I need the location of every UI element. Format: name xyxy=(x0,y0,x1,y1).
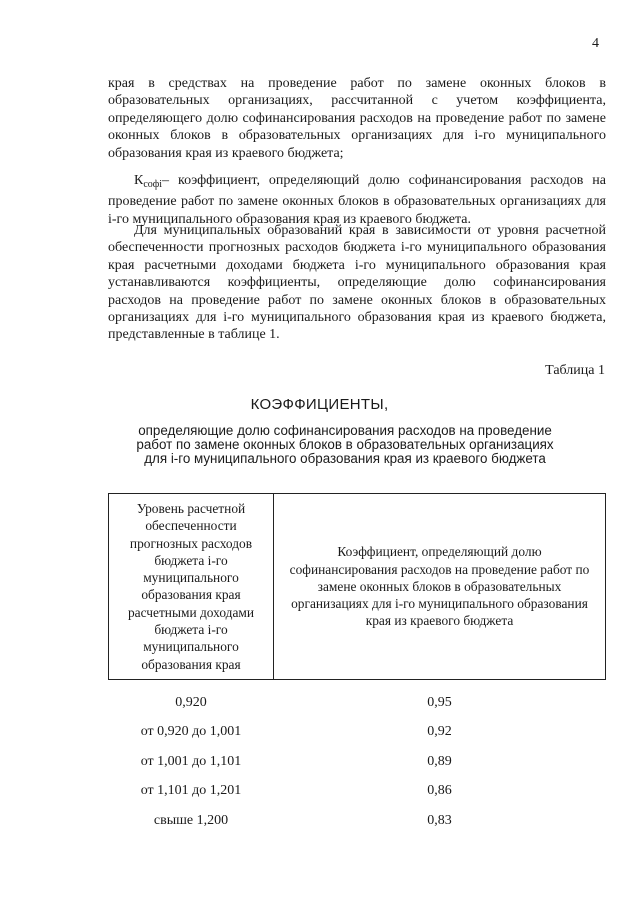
coefficients-table xyxy=(108,493,606,835)
table-cell-coefficient: 0,83 xyxy=(427,812,452,828)
table-cell-coefficient: 0,92 xyxy=(427,724,452,740)
page-number: 4 xyxy=(592,36,599,51)
table-cell-coefficient: 0,89 xyxy=(427,753,452,769)
table-row xyxy=(109,679,606,717)
table-cell-level: от 1,101 до 1,201 xyxy=(140,783,242,799)
table-cell-coefficient: 0,86 xyxy=(427,783,452,799)
table-title: КОЭФФИЦИЕНТЫ, xyxy=(250,396,389,413)
table-cell-level: 0,920 xyxy=(175,694,207,710)
k-symbol-subscript: софi xyxy=(143,179,163,190)
table-label: Таблица 1 xyxy=(545,363,605,378)
table-header-coefficient: Коэффициент, определяющий долю софинансирования расходов на проведение работ по замене оконных блоков в образовательных организациях для i-го муниципального образования края из краевого бюджета xyxy=(274,494,606,680)
table-subtitle: определяющие долю софинансирования расходов на проведение работ по замене оконных блоков в образовательных организациях для i-го муниципального образования края из краевого бюджета xyxy=(136,423,554,466)
table-header-level: Уровень расчетной обеспеченности прогнозных расходов бюджета i-го муниципального образования края расчетными доходами бюджета i-го муниципального образования края xyxy=(109,494,274,680)
paragraph-2 xyxy=(108,172,606,228)
table-cell-level: от 1,001 до 1,101 xyxy=(140,753,242,769)
table-row xyxy=(109,747,606,777)
table-cell-level: свыше 1,200 xyxy=(153,812,229,828)
table-cell-coefficient: 0,95 xyxy=(427,694,452,710)
table-row xyxy=(109,806,606,836)
table-header-row xyxy=(109,494,606,680)
paragraph-1: края в средствах на проведение работ по замене оконных блоков в образовательных организациях, рассчитанной с учетом коэффициента, определяющего долю софинансирования расходов на проведение работ по замене оконных блоков в образовательных организациях для i-го муниципального образования края из краевого бюджета; xyxy=(108,76,606,161)
k-symbol: К xyxy=(134,173,144,188)
paragraph-2-text: – коэффициент, определяющий долю софинансирования расходов на проведение работ по замене оконных блоков в образовательных организациях для i-го муниципального образования края из краевого бюджета. xyxy=(108,173,606,227)
paragraph-3: Для муниципальных образований края в зависимости от уровня расчетной обеспеченности прогнозных расходов бюджета i-го муниципального образования края расчетными доходами бюджета i-го муниципального образования края устанавливаются коэффициенты, определяющие долю софинансирования расходов на проведение работ по замене оконных блоков в образовательных организациях для i-го муниципального образования края из краевого бюджета, представленные в таблице 1. xyxy=(108,223,606,343)
table-row xyxy=(109,717,606,747)
table-cell-level: от 0,920 до 1,001 xyxy=(140,724,242,740)
table-row xyxy=(109,776,606,806)
